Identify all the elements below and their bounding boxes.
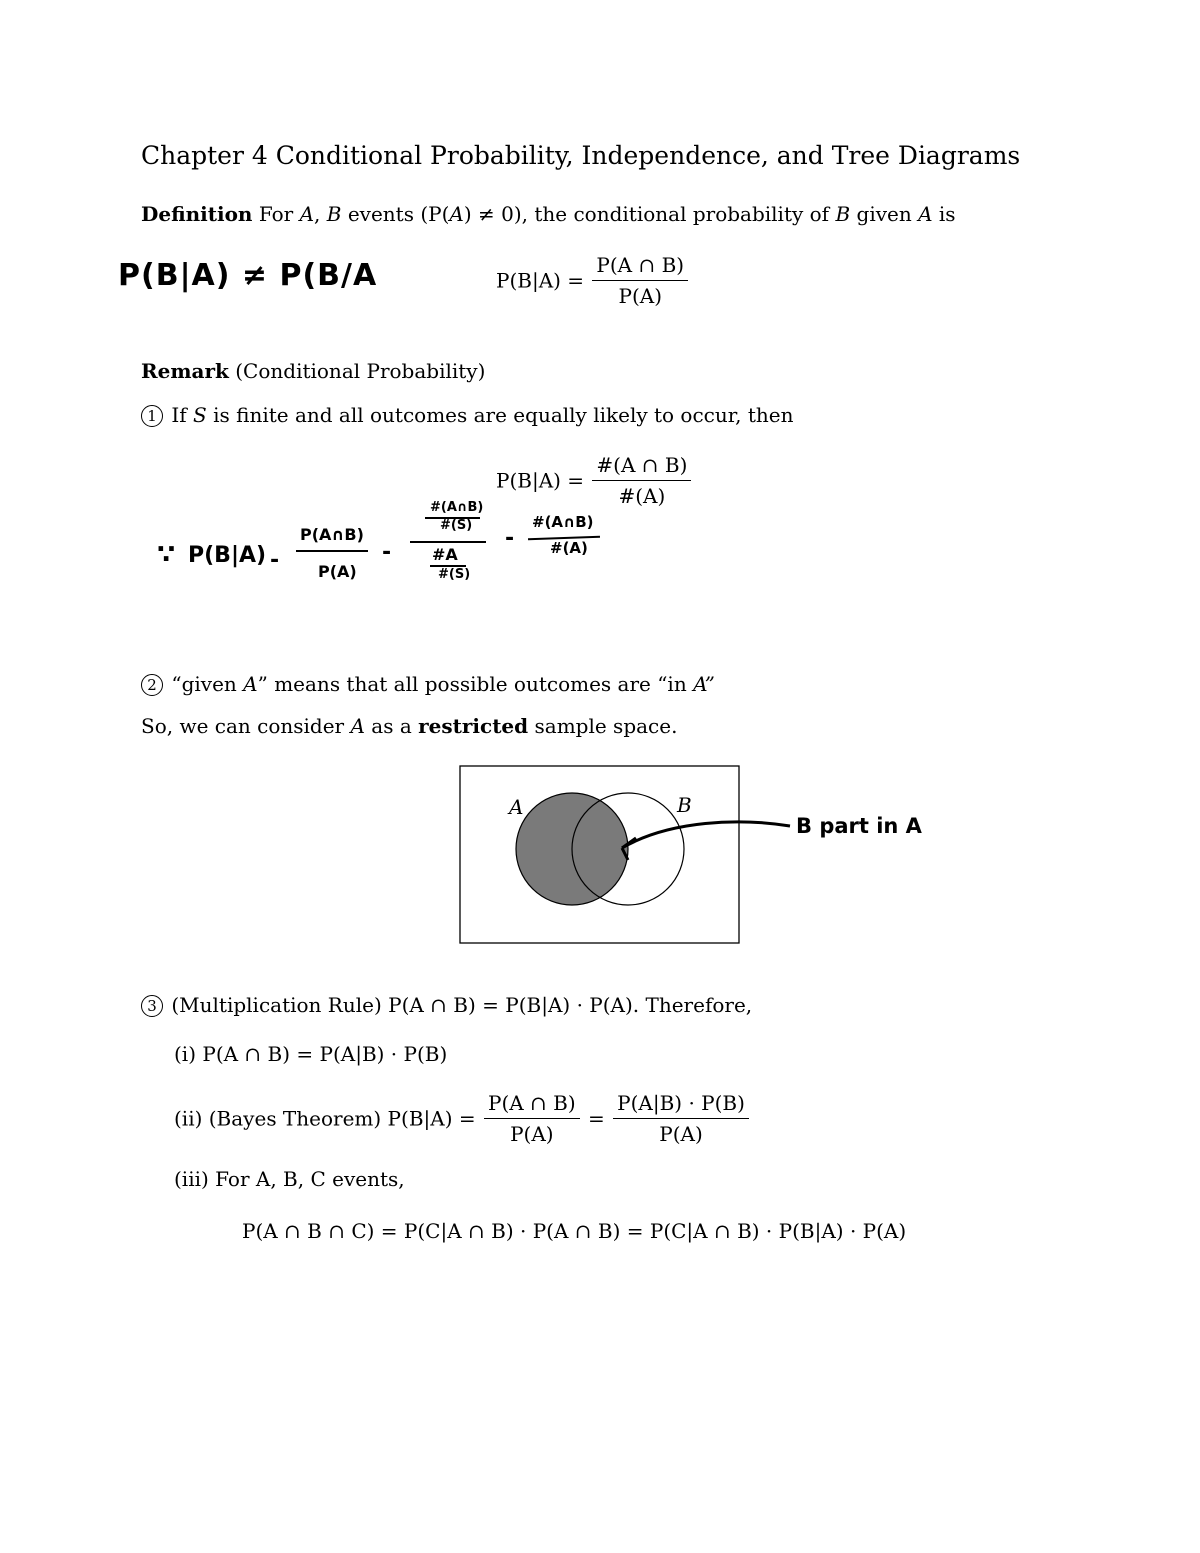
venn-label-b: B — [677, 793, 692, 817]
fraction-numerator: P(A ∩ B) — [592, 250, 688, 281]
multiplication-rule: (Multiplication Rule) P(A ∩ B) = P(B|A) · P(A). Therefore, — [171, 993, 753, 1017]
item-2-text: A” — [693, 672, 715, 696]
item-2-text: “given — [171, 672, 237, 696]
definition-text: ) ≠ 0), the conditional probability of — [463, 202, 830, 226]
restricted-keyword: restricted — [418, 714, 529, 738]
definition-text: events (P( — [347, 202, 450, 226]
bayes-fraction-2 — [613, 1088, 749, 1149]
equals-sign: = — [588, 1106, 605, 1131]
event-a: A — [299, 202, 315, 226]
item-1-text: is finite and all outcomes are equally likely to occur, then — [213, 403, 794, 427]
circled-number-1: 1 — [141, 405, 163, 427]
item-2-text: as a — [371, 714, 412, 738]
bayes-label: (ii) (Bayes Theorem) P(B|A) = — [174, 1106, 476, 1131]
item-3-ii — [174, 1088, 751, 1149]
definition-text: is — [938, 202, 956, 226]
bayes-fraction-1 — [484, 1088, 580, 1149]
circled-number-2: 2 — [141, 674, 163, 696]
circled-number-3: 3 — [141, 995, 163, 1017]
fraction-denominator: P(A) — [618, 284, 663, 308]
item-1-text: If — [171, 403, 187, 427]
chain-rule-formula: P(A ∩ B ∩ C) = P(C|A ∩ B) · P(A ∩ B) = P(C|A ∩ B) · P(B|A) · P(A) — [242, 1219, 907, 1243]
definition-text: For — [258, 202, 294, 226]
hand-f1-num: P(A∩B) — [300, 525, 364, 544]
event-a: A — [243, 672, 258, 696]
event-a: A — [350, 714, 365, 738]
fraction-numerator: P(A|B) · P(B) — [613, 1088, 749, 1119]
item-2-text: ” means that all possible outcomes are “in — [257, 672, 687, 696]
fraction-denominator: P(A) — [659, 1122, 703, 1146]
remark-label: Remark — [141, 359, 229, 383]
item-2-text: So, we can consider — [141, 714, 345, 738]
because-symbol: ∵ — [157, 540, 176, 570]
definition-line: Definition For A, B events (P(A) ≠ 0), the conditional probability of B given A is — [141, 202, 956, 226]
hand-f3-den: #(A) — [550, 539, 588, 557]
hand-lhs: P(B|A) — [188, 543, 267, 568]
item-2-text: sample space. — [534, 714, 678, 738]
hand-f1-den: P(A) — [318, 562, 357, 581]
formula-lhs: P(B|A) = — [496, 468, 585, 493]
page-title: Chapter 4 Conditional Probability, Independence, and Tree Diagrams — [141, 141, 1021, 170]
hand-f2-num-num: #(A∩B) — [430, 500, 484, 515]
formula-lhs: P(B|A) = — [496, 268, 585, 293]
handwritten-note-inequality: P(B|A) ≠ P(B/A — [118, 258, 378, 293]
hand-equals: - — [505, 526, 515, 551]
hand-f2-num-den: #(S) — [440, 518, 473, 533]
hand-f3-num: #(A∩B) — [532, 513, 594, 531]
sample-space-s: S — [193, 403, 207, 427]
remark-title: (Conditional Probability) — [235, 359, 486, 383]
annotation-arrow — [622, 822, 790, 848]
item-3-i: (i) P(A ∩ B) = P(A|B) · P(B) — [174, 1042, 448, 1066]
definition-text: given — [856, 202, 912, 226]
hand-f2-den-num: #A — [432, 545, 458, 564]
definition-label: Definition — [141, 202, 253, 226]
fraction-numerator: P(A ∩ B) — [484, 1088, 580, 1119]
fraction-denominator: P(A) — [510, 1122, 554, 1146]
event-b: B — [326, 202, 342, 226]
item-3-iii: (iii) For A, B, C events, — [174, 1167, 405, 1191]
item-3-line — [141, 993, 752, 1017]
venn-label-a: A — [509, 795, 524, 819]
fraction-numerator: #(A ∩ B) — [592, 450, 691, 481]
hand-equals: - — [270, 548, 280, 573]
hand-f2-den-den: #(S) — [438, 567, 471, 582]
fraction-denominator: #(A) — [618, 484, 666, 508]
venn-annotation: B part in A — [796, 814, 922, 838]
hand-equals: - — [382, 540, 392, 565]
